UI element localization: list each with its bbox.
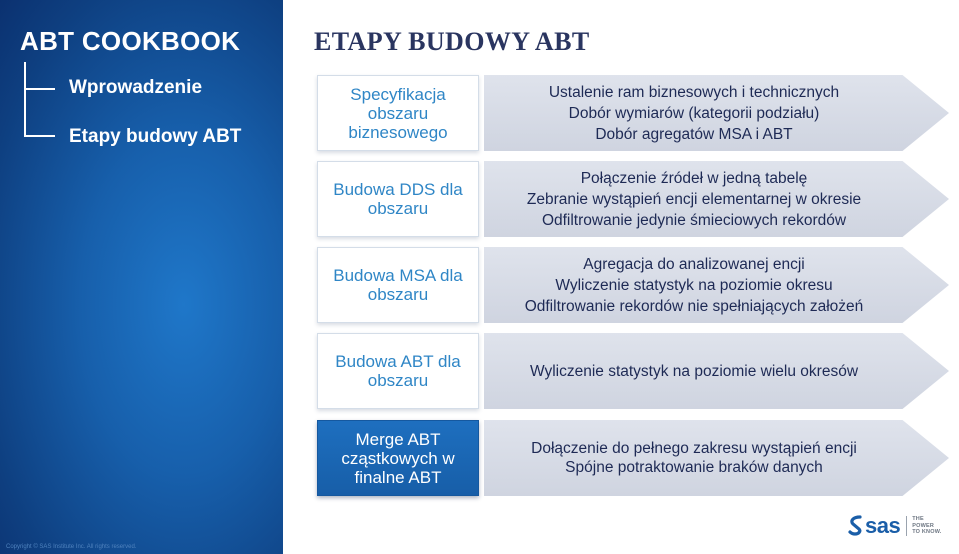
stage-detail-line: Dobór agregatów MSA i ABT [595, 125, 793, 143]
sas-wordmark: sas [865, 513, 901, 538]
stage-box-budowa-dds [317, 161, 479, 237]
stage-box-budowa-abt [317, 333, 479, 409]
tree-connector-branch-2 [24, 135, 55, 137]
sas-tagline-line: THE [912, 516, 924, 523]
stage-detail-line: Wyliczenie statystyk na poziomie okresu [555, 276, 833, 294]
page-title: ETAPY BUDOWY ABT [314, 27, 590, 56]
stage-detail-line: Odfiltrowanie rekordów nie spełniających założeń [524, 297, 864, 315]
tree-connector-branch-1 [24, 88, 55, 90]
stage-detail-line: Spójne potraktowanie braków danych [565, 459, 823, 476]
stage-label: Budowa ABT dla obszaru [335, 352, 461, 390]
stage-details [484, 420, 904, 496]
stage-box-specyfikacja [317, 75, 479, 151]
stage-detail-line: Ustalenie ram biznesowych i technicznych [548, 83, 840, 101]
stage-detail-line: Dobór wymiarów (kategorii podziału) [568, 104, 820, 122]
cookbook-title: ABT COOKBOOK [20, 26, 241, 56]
stage-label: Merge ABT cząstkowych w finalne ABT [341, 429, 455, 487]
copyright-footnote: Copyright © SAS Institute Inc. All rights reserved. [6, 544, 137, 550]
sas-tagline-line: POWER [912, 522, 934, 529]
stage-label: Budowa MSA dla obszaru [333, 266, 463, 304]
stage-detail-line: Dołączenie do pełnego zakresu wystąpień encji [531, 440, 857, 457]
stage-box-budowa-msa [317, 247, 479, 323]
stage-details [484, 75, 904, 151]
sas-tagline-line: TO KNOW. [912, 529, 942, 536]
sas-swirl-icon [847, 515, 865, 537]
stage-details [484, 161, 904, 237]
sas-logo [847, 513, 942, 539]
stage-label: Budowa DDS dla obszaru [333, 180, 463, 218]
sas-tagline [906, 516, 941, 536]
tree-connector-vertical [24, 62, 26, 136]
stage-details [484, 247, 904, 323]
stage-label: Specyfikacja obszaru biznesowego [348, 84, 448, 142]
stage-detail-line: Zebranie wystąpień encji elementarnej w okresie [526, 190, 862, 208]
sidebar-item-wprowadzenie[interactable]: Wprowadzenie [69, 77, 203, 98]
sidebar [0, 0, 283, 554]
stage-detail-line: Połączenie źródeł w jedną tabelę [580, 169, 808, 187]
stage-detail-line: Wyliczenie statystyk na poziomie wielu okresów [529, 362, 859, 380]
stage-detail-line: Odfiltrowanie jedynie śmieciowych rekordów [541, 211, 847, 229]
sidebar-item-etapy-budowy-abt[interactable]: Etapy budowy ABT [69, 126, 242, 147]
stage-details [484, 333, 904, 409]
stage-detail-line: Agregacja do analizowanej encji [583, 255, 805, 273]
stage-box-merge-abt [317, 420, 479, 496]
